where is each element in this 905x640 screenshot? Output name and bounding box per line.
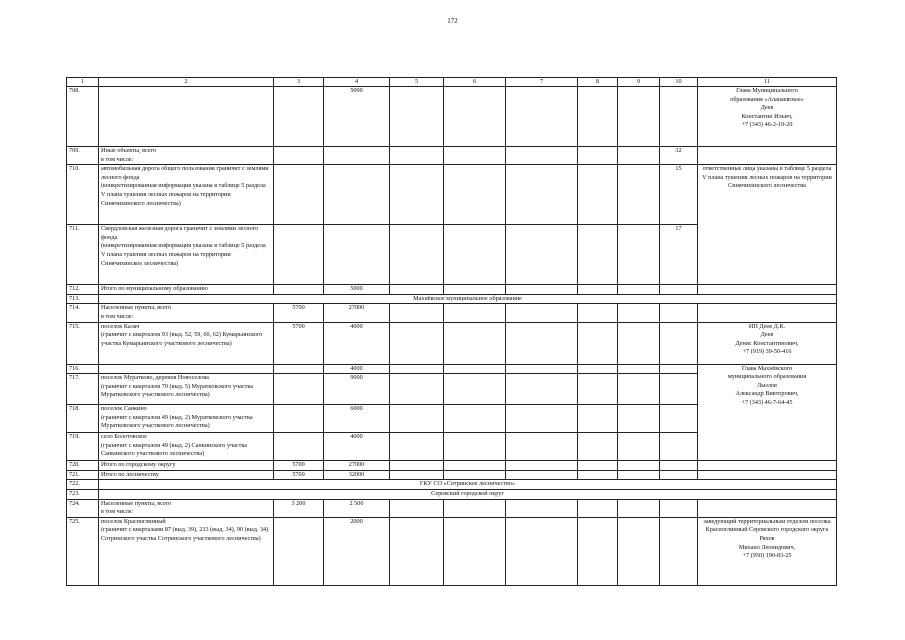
object-description: поселок Муратково, деревня Новоселова (граничит с кварталом 70 (выд. 5) Мураткoвского участка Муратковского участкового лесничества) [99, 374, 274, 405]
cell-col10: 32 [660, 147, 698, 165]
responsible-contact [698, 285, 837, 295]
cell-col10 [660, 285, 698, 295]
cell-col5 [390, 304, 444, 322]
column-header: 3 [274, 78, 324, 87]
responsible-contact: ответственные лица указаны в таблице 5 раздела V плана тушения лесных пожаров на территории Синячихинского лесничества [698, 165, 837, 285]
cell-col6 [444, 285, 506, 295]
cell-col6 [444, 461, 506, 471]
responsible-contact: ИП Деев Д.К. Деев Денис Константинович, +7 (919) 39-50-416 [698, 322, 837, 364]
cell-col7 [506, 517, 578, 585]
cell-col8 [578, 433, 618, 461]
cell-col9 [618, 461, 660, 471]
cell-col7 [506, 405, 578, 433]
cell-col7 [506, 433, 578, 461]
row-number: 717. [67, 374, 99, 405]
cell-col5 [390, 461, 444, 471]
cell-col9 [618, 374, 660, 405]
cell-col7 [506, 374, 578, 405]
cell-col8 [578, 461, 618, 471]
responsible-contact: Глава Муниципального образования «Алапаевское» Деев Константин Ильич, +7 (343) 46-2-10-20 [698, 87, 837, 147]
cell-col5 [390, 285, 444, 295]
responsible-contact: заведующий территориальным отделом поселка Красноглинный Серовского городского округа Ряхов Михаил Леонидович, +7 (950) 190-83-25 [698, 517, 837, 585]
section-row [67, 489, 837, 499]
cell-col6 [444, 364, 506, 374]
cell-col9 [618, 165, 660, 225]
cell-col7 [506, 470, 578, 480]
cell-col10: 17 [660, 225, 698, 285]
column-header: 1 [67, 78, 99, 87]
object-description: Итого по городскому округу [99, 461, 274, 471]
row-number: 723. [67, 489, 99, 499]
cell-col4: 32000 [324, 470, 390, 480]
cell-col7 [506, 364, 578, 374]
row-number: 710. [67, 165, 99, 225]
table-row [67, 304, 837, 322]
cell-col7 [506, 225, 578, 285]
cell-col10 [660, 499, 698, 517]
cell-col10 [660, 461, 698, 471]
cell-col3: 5700 [274, 322, 324, 364]
cell-col4: 5000 [324, 285, 390, 295]
row-number: 716. [67, 364, 99, 374]
cell-col8 [578, 517, 618, 585]
cell-col7 [506, 87, 578, 147]
cell-col3 [274, 87, 324, 147]
cell-col5 [390, 225, 444, 285]
table-row [67, 322, 837, 364]
cell-col7 [506, 304, 578, 322]
cell-col9 [618, 517, 660, 585]
section-row [67, 480, 837, 490]
cell-col5 [390, 374, 444, 405]
table-row [67, 470, 837, 480]
cell-col5 [390, 470, 444, 480]
cell-col7 [506, 165, 578, 225]
row-number: 709. [67, 147, 99, 165]
object-description: поселок Красноглинный (граничит с кварталами 87 (выд. 39), 233 (выд. 34), 90 (выд. 34) Сотринского участка Сотринского участкового лесничества) [99, 517, 274, 585]
cell-col7 [506, 499, 578, 517]
cell-col3: 5700 [274, 461, 324, 471]
cell-col9 [618, 470, 660, 480]
cell-col4: 27000 [324, 304, 390, 322]
row-number: 712. [67, 285, 99, 295]
object-description: село Болотовское (граничит с кварталом 49 (выд. 2) Санкинского участка Санкинского участкового лесничества) [99, 433, 274, 461]
cell-col5 [390, 322, 444, 364]
object-description: Населенные пункты, всего в том числе: [99, 304, 274, 322]
row-number: 714. [67, 304, 99, 322]
cell-col7 [506, 461, 578, 471]
column-header: 4 [324, 78, 390, 87]
cell-col9 [618, 433, 660, 461]
cell-col9 [618, 285, 660, 295]
table-row [67, 87, 837, 147]
cell-col4 [324, 147, 390, 165]
cell-col6 [444, 147, 506, 165]
responsible-contact [698, 304, 837, 322]
cell-col4 [324, 165, 390, 225]
cell-col3 [274, 374, 324, 405]
column-number-header-row [67, 78, 837, 87]
object-description: Иные объекты, всего в том числе: [99, 147, 274, 165]
cell-col8 [578, 322, 618, 364]
row-number: 721. [67, 470, 99, 480]
cell-col5 [390, 499, 444, 517]
cell-col3 [274, 364, 324, 374]
cell-col4: 6000 [324, 405, 390, 433]
cell-col10 [660, 470, 698, 480]
table-row [67, 364, 837, 374]
cell-col4: 2000 [324, 517, 390, 585]
column-header: 6 [444, 78, 506, 87]
row-number: 719. [67, 433, 99, 461]
cell-col8 [578, 147, 618, 165]
cell-col5 [390, 87, 444, 147]
cell-col5 [390, 364, 444, 374]
cell-col8 [578, 304, 618, 322]
table-row [67, 517, 837, 585]
cell-col10 [660, 374, 698, 405]
column-header: 5 [390, 78, 444, 87]
cell-col8 [578, 285, 618, 295]
object-description [99, 87, 274, 147]
cell-col8 [578, 364, 618, 374]
cell-col9 [618, 364, 660, 374]
cell-col3 [274, 165, 324, 225]
cell-col7 [506, 147, 578, 165]
cell-col6 [444, 165, 506, 225]
cell-col8 [578, 87, 618, 147]
section-title: Серовский городской округ [99, 489, 837, 499]
cell-col10 [660, 517, 698, 585]
cell-col4: 27000 [324, 461, 390, 471]
cell-col8 [578, 225, 618, 285]
cell-col3: 5700 [274, 470, 324, 480]
cell-col4: 9000 [324, 374, 390, 405]
column-header: 9 [618, 78, 660, 87]
row-number: 711. [67, 225, 99, 285]
row-number: 722. [67, 480, 99, 490]
cell-col5 [390, 147, 444, 165]
cell-col3 [274, 147, 324, 165]
cell-col6 [444, 405, 506, 433]
object-description: Итого по лесничеству [99, 470, 274, 480]
object-description: поселок Санкино (граничит с кварталом 49 (выд. 2) Муратковского участка Муратковского участкового лесничества) [99, 405, 274, 433]
column-header: 11 [698, 78, 837, 87]
column-header: 7 [506, 78, 578, 87]
cell-col6 [444, 470, 506, 480]
cell-col4 [324, 225, 390, 285]
cell-col7 [506, 285, 578, 295]
section-title: Махнёвское муниципальное образование [99, 294, 837, 304]
cell-col4: 2 500 [324, 499, 390, 517]
cell-col6 [444, 433, 506, 461]
cell-col9 [618, 87, 660, 147]
section-row [67, 294, 837, 304]
row-number: 725. [67, 517, 99, 585]
cell-col6 [444, 304, 506, 322]
cell-col6 [444, 322, 506, 364]
cell-col8 [578, 405, 618, 433]
cell-col6 [444, 517, 506, 585]
cell-col10 [660, 405, 698, 433]
row-number: 713. [67, 294, 99, 304]
section-title: ГКУ СО «Сотринское лесничество» [99, 480, 837, 490]
cell-col3: 3 200 [274, 499, 324, 517]
row-number: 720. [67, 461, 99, 471]
row-number: 708. [67, 87, 99, 147]
table-row [67, 461, 837, 471]
cell-col9 [618, 147, 660, 165]
row-number: 724. [67, 499, 99, 517]
object-description: поселок Калач (граничит с кварталом 93 (выд. 52, 59, 60, 62) Кумарьинского участка Кумарьинского участкового лесничества) [99, 322, 274, 364]
cell-col5 [390, 405, 444, 433]
row-number: 715. [67, 322, 99, 364]
object-description: Свердловская железная дорога граничит с землями лесного фонда (конкретизированная информация указана в таблице 5 раздела V плана тушения лесных пожаров на территории Синячихинское лесничества) [99, 225, 274, 285]
column-header: 2 [99, 78, 274, 87]
object-description [99, 364, 274, 374]
page-number: 172 [447, 17, 458, 25]
cell-col10 [660, 304, 698, 322]
cell-col9 [618, 499, 660, 517]
cell-col3 [274, 517, 324, 585]
cell-col6 [444, 225, 506, 285]
row-number: 718. [67, 405, 99, 433]
table-row [67, 499, 837, 517]
cell-col8 [578, 165, 618, 225]
cell-col3 [274, 433, 324, 461]
cell-col6 [444, 374, 506, 405]
cell-col7 [506, 322, 578, 364]
column-header: 10 [660, 78, 698, 87]
cell-col5 [390, 433, 444, 461]
cell-col4: 5000 [324, 87, 390, 147]
cell-col3 [274, 405, 324, 433]
cell-col8 [578, 374, 618, 405]
cell-col10 [660, 322, 698, 364]
cell-col4: 4000 [324, 364, 390, 374]
cell-col5 [390, 517, 444, 585]
cell-col5 [390, 165, 444, 225]
object-description: Населенные пункты, всего в том числе: [99, 499, 274, 517]
data-table [66, 77, 837, 586]
cell-col3: 5700 [274, 304, 324, 322]
cell-col10 [660, 364, 698, 374]
column-header: 8 [578, 78, 618, 87]
cell-col8 [578, 470, 618, 480]
table-row [67, 147, 837, 165]
cell-col10: 15 [660, 165, 698, 225]
object-description: Итого по муниципальному образованию [99, 285, 274, 295]
responsible-contact [698, 461, 837, 471]
responsible-contact: Глава Махнёвского муниципального образования Лызлов Александр Викторович, +7 (343) 46-7-64-45 [698, 364, 837, 461]
cell-col10 [660, 433, 698, 461]
responsible-contact [698, 147, 837, 165]
cell-col9 [618, 225, 660, 285]
responsible-contact [698, 499, 837, 517]
cell-col4: 4000 [324, 322, 390, 364]
table-row [67, 165, 837, 225]
cell-col6 [444, 87, 506, 147]
responsible-contact [698, 470, 837, 480]
cell-col9 [618, 322, 660, 364]
cell-col9 [618, 304, 660, 322]
object-description: автомобильная дорога общего пользования граничит с землями лесного фонда (конкретизированная информация указана в таблице 5 раздела V плана тушения лесных пожаров на территории Синячихинского лесничества) [99, 165, 274, 225]
cell-col8 [578, 499, 618, 517]
cell-col3 [274, 285, 324, 295]
cell-col9 [618, 405, 660, 433]
cell-col3 [274, 225, 324, 285]
cell-col10 [660, 87, 698, 147]
cell-col4: 4000 [324, 433, 390, 461]
cell-col6 [444, 499, 506, 517]
table-row [67, 285, 837, 295]
